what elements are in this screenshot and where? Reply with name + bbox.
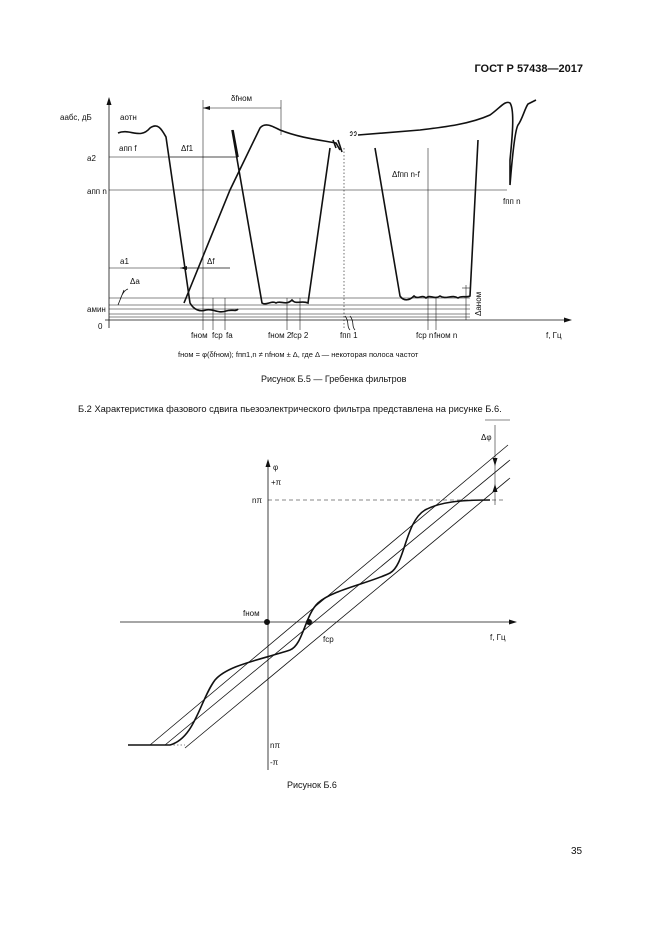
fig6-labels <box>243 433 506 767</box>
section-b2-text: Б.2 Характеристика фазового сдвига пьезоэлектрического фильтра представлена на рисунке Б.6. <box>78 404 502 414</box>
fig5-origin: 0 <box>98 322 103 331</box>
fig5-f-nom-n: fном n <box>434 331 458 340</box>
fig5-a-min: aмин <box>87 305 106 314</box>
page-number: 35 <box>571 846 583 857</box>
fig6-delta-phi: Δφ <box>481 433 492 442</box>
fig5-f-pp1: fпп 1 <box>340 331 358 340</box>
fig6-caption: Рисунок Б.6 <box>287 780 337 790</box>
fig5-delta-a-nom: Δaном <box>474 291 483 316</box>
fig6-minus-pi: -π <box>270 758 279 767</box>
fig6-plus-pi: +π <box>271 478 282 487</box>
fig5-y-axis-label: aабс, дБ <box>60 113 92 122</box>
fig6-f-sr: fср <box>323 635 334 644</box>
fig5-axes <box>105 97 572 328</box>
fig5-y-axis-label2: aотн <box>120 113 137 122</box>
fig5-x-axis-label: f, Гц <box>546 331 562 340</box>
fig5-a-pp-f: aпп f <box>119 144 137 153</box>
fig5-formula: fном = φ(δfном); fпп1,n ≠ nfном ± Δ, где Δ — некоторая полоса частот <box>178 350 419 359</box>
fig5-vertical-markers <box>203 100 470 330</box>
fig5-caption: Рисунок Б.5 — Гребенка фильтров <box>261 374 407 384</box>
fig6-neg-n-pi: nπ <box>270 741 280 750</box>
fig5-labels <box>60 94 562 340</box>
fig5-f-sr-n: fср n <box>416 331 434 340</box>
fig5-a1: a1 <box>120 257 129 266</box>
fig5-a2: a2 <box>87 154 96 163</box>
fig5-f-sr: fср <box>212 331 223 340</box>
fig5-delta-f-nom: δfном <box>231 94 253 103</box>
fig5-delta-f1: Δf1 <box>181 144 194 153</box>
fig5-f-sr2: fср 2 <box>291 331 309 340</box>
fig5-f-pp-n: fпп n <box>503 197 521 206</box>
fig6-x-axis-label: f, Гц <box>490 633 506 642</box>
fig5-a-pp-n: aпп n <box>87 187 107 196</box>
fig5-f-a: fа <box>226 331 233 340</box>
fig5-f-nom2: fном 2 <box>268 331 292 340</box>
fig6-axes <box>120 420 517 770</box>
fig5-delta-f: Δf <box>207 257 215 266</box>
fig6-n-pi: nπ <box>252 496 262 505</box>
fig5-delta-a: Δa <box>130 277 140 286</box>
fig5-f-nom: fном <box>191 331 208 340</box>
fig6-y-axis-label: φ <box>273 463 279 472</box>
fig5-delta-f-pp: Δfпп n-f <box>392 170 420 179</box>
fig6-phase-curves <box>128 445 510 748</box>
fig6-f-nom: fном <box>243 609 260 618</box>
document-standard-header: ГОСТ Р 57438—2017 <box>474 63 583 75</box>
